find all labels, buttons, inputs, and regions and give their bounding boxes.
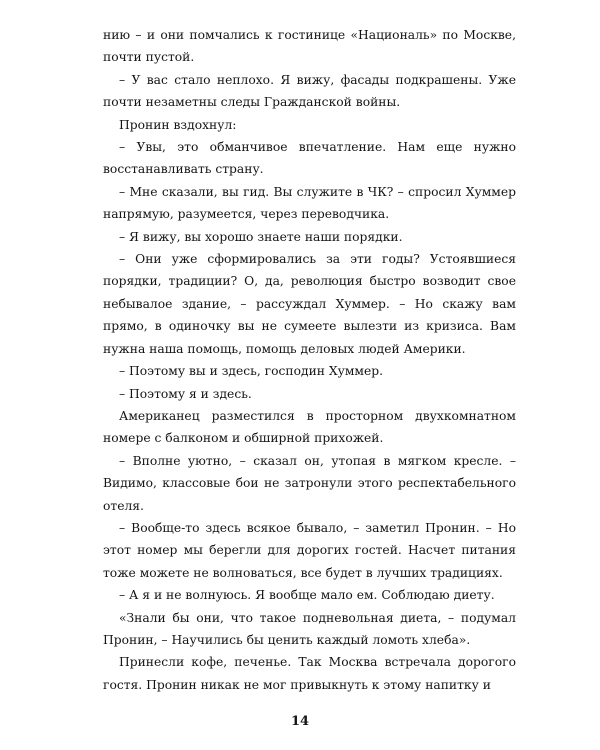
paragraph: «Знали бы они, что такое подневольная диета, – подумал Пронин, – Научились бы ценить каждый ломоть хлеба».: [103, 610, 516, 647]
page-number: 14: [290, 714, 310, 729]
paragraph: Пронин вздохнул:: [119, 117, 237, 132]
paragraph: – Вполне уютно, – сказал он, утопая в мягком кресле. – Видимо, классовые бои не затронули этого респектабельного отеля.: [103, 453, 516, 513]
paragraph: Американец разместился в просторном двухкомнатном номере с балконом и обширной прихожей.: [103, 408, 516, 446]
body-text: [103, 24, 516, 696]
paragraph: – А я и не волнуюсь. Я вообще мало ем. Соблюдаю диету.: [119, 588, 495, 603]
paragraph: – Поэтому вы и здесь, господин Хуммер.: [119, 364, 384, 379]
paragraph: – Мне сказали, вы гид. Вы служите в ЧК? – спросил Хуммер напрямую, разумеется, через переводчика.: [103, 184, 516, 222]
paragraph: – Поэтому я и здесь.: [119, 386, 252, 401]
paragraph: – Я вижу, вы хорошо знаете наши порядки.: [119, 229, 403, 244]
paragraph-continuation: нию – и они помчались к гостинице «Националь» по Москве, почти пустой.: [103, 28, 516, 65]
paragraph: – Вообще-то здесь всякое бывало, – заметил Пронин. – Но этот номер мы берегли для дорогих гостей. Насчет питания тоже можете не волноваться, все будет в лучших традициях.: [103, 520, 516, 580]
paragraph: – Они уже сформировались за эти годы? Устоявшиеся порядки, традиции? О, да, революция быстро возводит свое небывалое здание, – рассуждал Хуммер. – Но скажу вам прямо, в одиночку вы не сумеете вылезти из кризиса. Вам нужна наша помощь, помощь деловых людей Америки.: [103, 252, 516, 356]
paragraph: Принесли кофе, печенье. Так Москва встречала дорогого гостя. Пронин никак не мог привыкнуть к этому напитку и: [103, 655, 516, 692]
paragraph: – Увы, это обманчивое впечатление. Нам еще нужно восстанавливать страну.: [103, 140, 516, 177]
paragraph: – У вас стало неплохо. Я вижу, фасады подкрашены. Уже почти незаметны следы Гражданской войны.: [103, 72, 516, 110]
